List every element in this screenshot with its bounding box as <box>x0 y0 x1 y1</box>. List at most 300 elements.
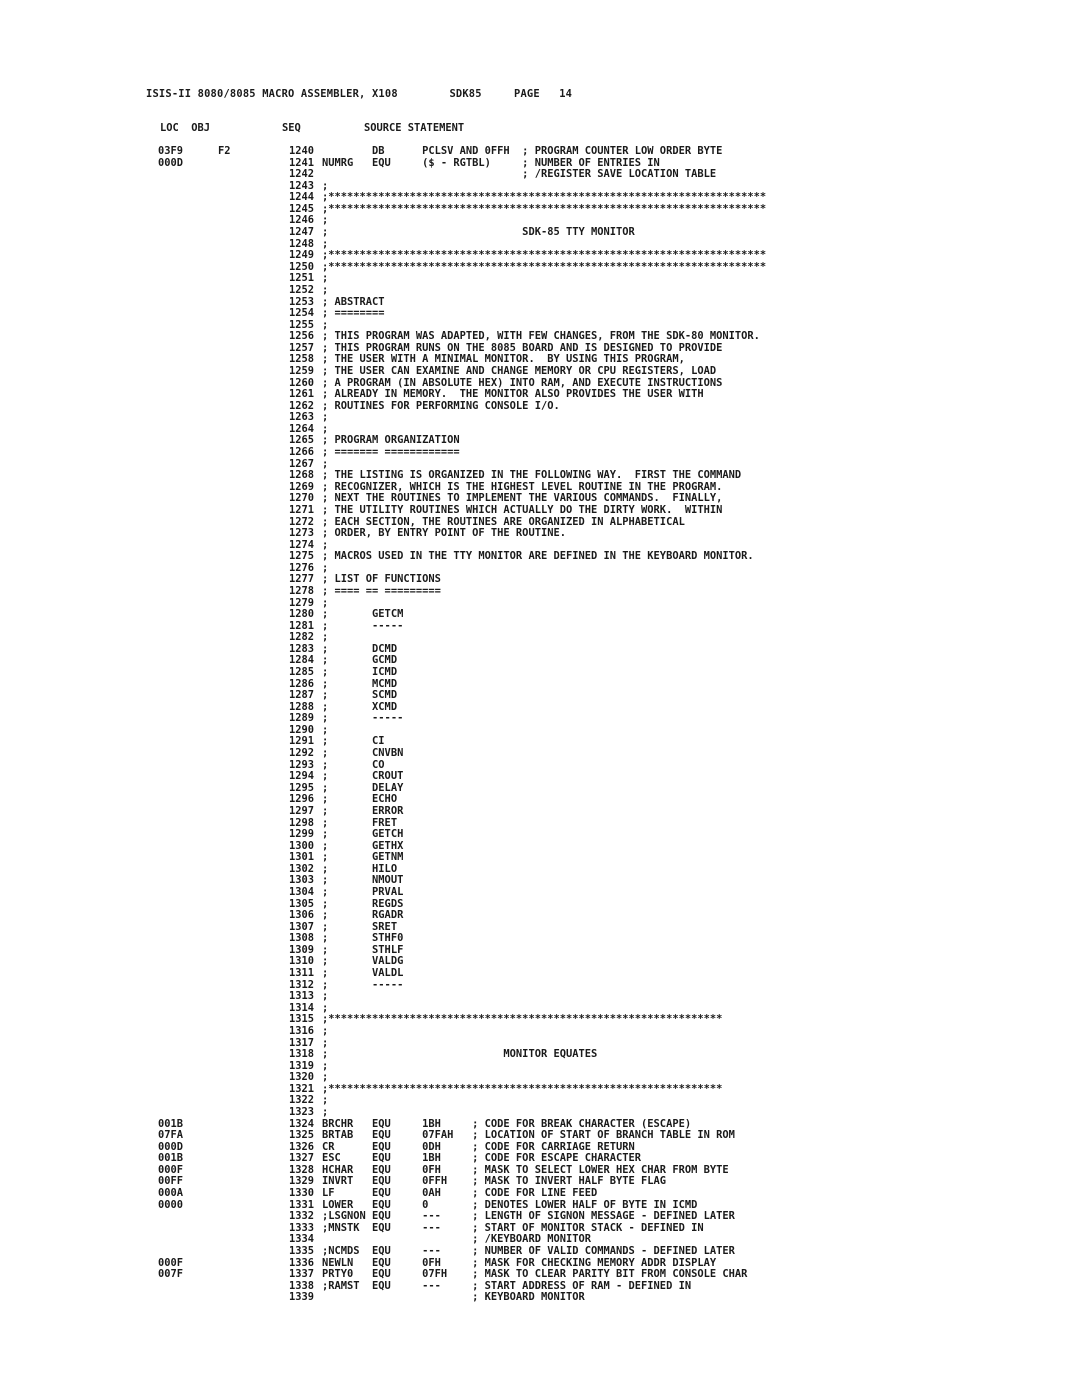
seq-number: 1257 <box>288 342 314 354</box>
obj-cell <box>218 1258 282 1270</box>
listing-line <box>158 447 848 459</box>
listing-line <box>158 378 848 390</box>
obj-cell <box>218 1095 282 1107</box>
source-statement: ; RECOGNIZER, WHICH IS THE HIGHEST LEVEL ROUTINE IN THE PROGRAM. <box>322 481 723 493</box>
listing-line <box>158 435 848 447</box>
source-statement: ; MACROS USED IN THE TTY MONITOR ARE DEFINED IN THE KEYBOARD MONITOR. <box>322 551 754 563</box>
obj-cell <box>218 1176 282 1188</box>
listing-line <box>158 736 848 748</box>
loc-cell: 001B <box>158 1118 184 1130</box>
loc-cell <box>158 285 218 297</box>
source-statement: ; <box>322 284 329 296</box>
loc-cell <box>158 250 218 262</box>
obj-cell <box>218 679 282 691</box>
source-statement: ;NCMDS EQU --- ; NUMBER OF VALID COMMANDS - DEFINED LATER <box>322 1245 735 1257</box>
seq-number: 1248 <box>288 238 314 250</box>
listing-line <box>158 574 848 586</box>
source-statement: ; <box>322 1037 329 1049</box>
seq-number: 1303 <box>288 875 314 887</box>
listing-line <box>158 1119 848 1131</box>
obj-cell <box>218 435 282 447</box>
obj-cell <box>218 320 282 332</box>
loc-cell <box>158 574 218 586</box>
obj-cell <box>218 980 282 992</box>
source-statement: ; <box>322 539 329 551</box>
source-statement: ; PRVAL <box>322 887 404 898</box>
listing-line <box>158 829 848 841</box>
listing-line <box>158 320 848 332</box>
obj-cell <box>218 262 282 274</box>
source-statement: ; GETCH <box>322 829 404 841</box>
loc-cell <box>158 470 218 482</box>
obj-cell <box>218 239 282 251</box>
obj-cell <box>218 505 282 517</box>
obj-cell <box>218 655 282 667</box>
listing-line <box>158 401 848 413</box>
seq-number: 1328 <box>288 1164 314 1176</box>
obj-cell <box>218 250 282 262</box>
loc-cell <box>158 968 218 980</box>
source-statement: ; <box>322 562 329 574</box>
source-statement: ; PROGRAM ORGANIZATION <box>322 435 460 447</box>
loc-cell <box>158 320 218 332</box>
loc-cell <box>158 956 218 968</box>
source-statement: ; ----- <box>322 979 404 991</box>
loc-cell <box>158 505 218 517</box>
seq-number: 1306 <box>288 910 314 922</box>
seq-number: 1310 <box>288 956 314 968</box>
listing-line <box>158 493 848 505</box>
listing-line <box>158 146 848 158</box>
loc-cell: 00FF <box>158 1176 184 1188</box>
seq-number: 1312 <box>288 979 314 991</box>
obj-cell <box>218 690 282 702</box>
loc-cell: 07FA <box>158 1130 184 1142</box>
source-statement: ; /KEYBOARD MONITOR <box>322 1234 591 1246</box>
listing-line <box>158 354 848 366</box>
assembler-title: ISIS-II 8080/8085 MACRO ASSEMBLER, X108 <box>146 88 398 100</box>
obj-cell <box>218 945 282 957</box>
listing-line <box>158 818 848 830</box>
source-statement: ; STHF0 <box>322 933 404 945</box>
obj-cell <box>218 1281 282 1293</box>
obj-cell <box>218 818 282 830</box>
seq-number: 1250 <box>288 261 314 273</box>
loc-cell: 03F9 <box>158 146 184 157</box>
obj-cell <box>218 227 282 239</box>
seq-number: 1327 <box>288 1153 314 1165</box>
loc-cell <box>158 736 218 748</box>
loc-cell <box>158 366 218 378</box>
source-statement: ; ICMD <box>322 667 398 679</box>
seq-number: 1258 <box>288 354 314 366</box>
source-statement: ; <box>322 458 329 470</box>
listing-line <box>158 331 848 343</box>
loc-cell <box>158 169 218 181</box>
obj-cell <box>218 459 282 471</box>
obj-cell <box>218 725 282 737</box>
source-statement: ; THE LISTING IS ORGANIZED IN THE FOLLOWING WAY. FIRST THE COMMAND <box>322 470 742 482</box>
listing-line <box>158 517 848 529</box>
obj-cell <box>218 192 282 204</box>
obj-cell <box>218 598 282 610</box>
loc-cell <box>158 424 218 436</box>
loc-cell: 0000 <box>158 1199 184 1211</box>
loc-cell <box>158 401 218 413</box>
loc-cell <box>158 1292 218 1304</box>
source-statement: ; ABSTRACT <box>322 296 385 308</box>
seq-number: 1330 <box>288 1188 314 1200</box>
seq-number: 1246 <box>288 215 314 227</box>
listing-line <box>158 528 848 540</box>
loc-cell: 001B <box>158 1153 184 1165</box>
source-statement: ; SCMD <box>322 690 398 702</box>
seq-number: 1308 <box>288 933 314 945</box>
listing-line <box>158 945 848 957</box>
source-statement: ;********************************************************************** <box>322 203 767 215</box>
loc-cell <box>158 922 218 934</box>
seq-number: 1259 <box>288 365 314 377</box>
obj-cell <box>218 887 282 899</box>
seq-number: 1267 <box>288 458 314 470</box>
listing-line <box>158 1234 848 1246</box>
seq-number: 1242 <box>288 169 314 181</box>
loc-cell <box>158 482 218 494</box>
listing-line <box>158 1269 848 1281</box>
obj-cell <box>218 621 282 633</box>
obj-cell <box>218 493 282 505</box>
loc-cell <box>158 783 218 795</box>
obj-cell <box>218 308 282 320</box>
seq-number: 1247 <box>288 227 314 239</box>
obj-cell <box>218 841 282 853</box>
source-statement: ;MNSTK EQU --- ; START OF MONITOR STACK - DEFINED IN <box>322 1222 704 1234</box>
loc-cell <box>158 262 218 274</box>
listing-line <box>158 1246 848 1258</box>
obj-cell <box>218 412 282 424</box>
seq-number: 1266 <box>288 447 314 459</box>
seq-number: 1282 <box>288 632 314 644</box>
source-statement: ; GETCM <box>322 609 404 621</box>
seq-number: 1255 <box>288 319 314 331</box>
obj-cell <box>218 1234 282 1246</box>
loc-cell <box>158 435 218 447</box>
loc-cell <box>158 459 218 471</box>
source-statement: ; A PROGRAM (IN ABSOLUTE HEX) INTO RAM, AND EXECUTE INSTRUCTIONS <box>322 377 723 389</box>
obj-cell <box>218 482 282 494</box>
seq-number: 1334 <box>288 1234 314 1246</box>
loc-cell <box>158 1061 218 1073</box>
listing-line <box>158 794 848 806</box>
seq-number: 1285 <box>288 667 314 679</box>
obj-cell <box>218 771 282 783</box>
obj-cell <box>218 1153 282 1165</box>
loc-cell <box>158 517 218 529</box>
seq-number: 1299 <box>288 829 314 841</box>
source-statement: ; CROUT <box>322 771 404 783</box>
seq-number: 1249 <box>288 250 314 262</box>
seq-number: 1286 <box>288 678 314 690</box>
listing-line <box>158 910 848 922</box>
listing-line <box>158 875 848 887</box>
source-statement: NEWLN EQU 0FH ; MASK FOR CHECKING MEMORY ADDR DISPLAY <box>322 1257 717 1269</box>
obj-cell <box>218 864 282 876</box>
source-statement: ; ==== == ========= <box>322 585 441 597</box>
seq-number: 1323 <box>288 1106 314 1118</box>
source-statement: CR EQU 0DH ; CODE FOR CARRIAGE RETURN <box>322 1141 635 1153</box>
loc-cell <box>158 621 218 633</box>
seq-number: 1305 <box>288 898 314 910</box>
obj-cell <box>218 273 282 285</box>
loc-cell <box>158 354 218 366</box>
listing-line <box>158 1153 848 1165</box>
obj-cell <box>218 297 282 309</box>
seq-number: 1284 <box>288 655 314 667</box>
obj-cell <box>218 1130 282 1142</box>
source-statement: ; SRET <box>322 921 398 933</box>
loc-cell <box>158 667 218 679</box>
source-statement: ; NMOUT <box>322 875 404 887</box>
listing-line <box>158 1095 848 1107</box>
obj-cell <box>218 609 282 621</box>
loc-cell <box>158 1281 218 1293</box>
listing-line <box>158 1026 848 1038</box>
loc-cell <box>158 528 218 540</box>
loc-cell <box>158 1234 218 1246</box>
source-statement: ; LIST OF FUNCTIONS <box>322 574 441 586</box>
seq-number: 1283 <box>288 643 314 655</box>
source-statement: ; DCMD <box>322 643 398 655</box>
source-statement: ; ORDER, BY ENTRY POINT OF THE ROUTINE. <box>322 528 566 540</box>
listing-line <box>158 343 848 355</box>
source-statement: ; EACH SECTION, THE ROUTINES ARE ORGANIZED IN ALPHABETICAL <box>322 516 685 528</box>
listing-line <box>158 1003 848 1015</box>
seq-number: 1287 <box>288 690 314 702</box>
listing-line <box>158 667 848 679</box>
obj-cell <box>218 991 282 1003</box>
listing-line <box>158 725 848 737</box>
listing-line <box>158 1176 848 1188</box>
source-statement: ; ======== <box>322 308 385 320</box>
loc-cell <box>158 991 218 1003</box>
obj-cell <box>218 1269 282 1281</box>
loc-cell <box>158 1003 218 1015</box>
seq-number: 1309 <box>288 944 314 956</box>
loc-cell <box>158 239 218 251</box>
loc-cell <box>158 331 218 343</box>
seq-number: 1264 <box>288 423 314 435</box>
listing-line <box>158 273 848 285</box>
seq-number: 1260 <box>288 377 314 389</box>
seq-number: 1281 <box>288 620 314 632</box>
obj-cell <box>218 968 282 980</box>
seq-number: 1277 <box>288 574 314 586</box>
source-statement: ; <box>322 1025 329 1037</box>
listing-line <box>158 1223 848 1235</box>
source-statement: ; <box>322 423 329 435</box>
source-statement: LOWER EQU 0 ; DENOTES LOWER HALF OF BYTE IN ICMD <box>322 1199 698 1211</box>
seq-number: 1316 <box>288 1025 314 1037</box>
source-statement: ; <box>322 215 329 227</box>
loc-cell <box>158 702 218 714</box>
listing-line <box>158 169 848 181</box>
loc-cell: 007F <box>158 1269 184 1281</box>
listing-line <box>158 1165 848 1177</box>
listing-line <box>158 609 848 621</box>
seq-number: 1245 <box>288 203 314 215</box>
obj-cell <box>218 447 282 459</box>
obj-cell <box>218 910 282 922</box>
loc-cell <box>158 829 218 841</box>
seq-number: 1315 <box>288 1014 314 1026</box>
listing-line <box>158 540 848 552</box>
obj-cell <box>218 1038 282 1050</box>
loc-cell <box>158 887 218 899</box>
source-statement: ; CI <box>322 736 385 748</box>
listing-line <box>158 864 848 876</box>
listing-line <box>158 968 848 980</box>
loc-cell <box>158 227 218 239</box>
listing-line <box>158 655 848 667</box>
loc-cell <box>158 1026 218 1038</box>
loc-cell: 000F <box>158 1164 184 1176</box>
listing-line <box>158 887 848 899</box>
seq-number: 1331 <box>288 1199 314 1211</box>
obj-cell <box>218 181 282 193</box>
source-statement: ; DELAY <box>322 782 404 794</box>
seq-number: 1339 <box>288 1292 314 1304</box>
listing-line <box>158 679 848 691</box>
obj-cell <box>218 1246 282 1258</box>
source-statement: DB PCLSV AND 0FFH ; PROGRAM COUNTER LOW ORDER BYTE <box>322 146 723 157</box>
seq-number: 1297 <box>288 805 314 817</box>
seq-number: 1324 <box>288 1118 314 1130</box>
obj-cell <box>218 331 282 343</box>
listing-line <box>158 760 848 772</box>
source-statement: ; <box>322 238 329 250</box>
listing-line <box>158 621 848 633</box>
seq-number: 1329 <box>288 1176 314 1188</box>
obj-cell <box>218 922 282 934</box>
listing-line <box>158 227 848 239</box>
obj-cell <box>218 169 282 181</box>
obj-cell <box>218 158 282 170</box>
source-statement: ; NEXT THE ROUTINES TO IMPLEMENT THE VARIOUS COMMANDS. FINALLY, <box>322 493 723 505</box>
obj-cell <box>218 1061 282 1073</box>
obj-cell <box>218 517 282 529</box>
seq-number: 1301 <box>288 852 314 864</box>
source-statement: ; <box>322 273 329 285</box>
source-statement: LF EQU 0AH ; CODE FOR LINE FEED <box>322 1188 598 1200</box>
seq-number: 1304 <box>288 887 314 898</box>
listing-line <box>158 204 848 216</box>
listing-line <box>158 1292 848 1304</box>
seq-number: 1337 <box>288 1269 314 1281</box>
listing-line <box>158 1258 848 1270</box>
listing-line <box>158 1084 848 1096</box>
source-statement: ; ROUTINES FOR PERFORMING CONSOLE I/O. <box>322 400 560 412</box>
obj-cell <box>218 354 282 366</box>
source-statement: ;********************************************************************** <box>322 261 767 273</box>
obj-cell <box>218 852 282 864</box>
source-statement: ESC EQU 1BH ; CODE FOR ESCAPE CHARACTER <box>322 1153 642 1165</box>
loc-cell <box>158 1211 218 1223</box>
listing-line <box>158 1107 848 1119</box>
source-statement: ; SDK-85 TTY MONITOR <box>322 227 635 239</box>
obj-cell <box>218 424 282 436</box>
listing-line <box>158 459 848 471</box>
loc-cell: 000D <box>158 1141 184 1153</box>
listing-line <box>158 192 848 204</box>
seq-number: 1320 <box>288 1072 314 1084</box>
seq-number: 1319 <box>288 1060 314 1072</box>
seq-number: 1268 <box>288 470 314 482</box>
seq-number: 1326 <box>288 1141 314 1153</box>
listing-line <box>158 586 848 598</box>
loc-cell <box>158 690 218 702</box>
listing-line <box>158 806 848 818</box>
listing-line <box>158 956 848 968</box>
obj-cell <box>218 899 282 911</box>
seq-number: 1252 <box>288 284 314 296</box>
listing-line <box>158 297 848 309</box>
loc-cell <box>158 945 218 957</box>
source-statement: ; HILO <box>322 863 398 875</box>
seq-number: 1269 <box>288 481 314 493</box>
page-number: 14 <box>559 88 573 100</box>
obj-cell <box>218 794 282 806</box>
loc-cell <box>158 297 218 309</box>
obj-cell <box>218 401 282 413</box>
loc-cell <box>158 771 218 783</box>
loc-cell <box>158 852 218 864</box>
source-statement: ;********************************************************************** <box>322 250 767 262</box>
source-statement: ; ----- <box>322 620 404 632</box>
listing-line <box>158 899 848 911</box>
source-statement: ; THIS PROGRAM WAS ADAPTED, WITH FEW CHANGES, FROM THE SDK-80 MONITOR. <box>322 331 760 343</box>
listing-line <box>158 702 848 714</box>
listing-line <box>158 980 848 992</box>
obj-cell <box>218 378 282 390</box>
source-statement: ; THIS PROGRAM RUNS ON THE 8085 BOARD AND IS DESIGNED TO PROVIDE <box>322 342 723 354</box>
seq-number: 1253 <box>288 296 314 308</box>
seq-number: 1274 <box>288 539 314 551</box>
source-statement: BRCHR EQU 1BH ; CODE FOR BREAK CHARACTER (ESCAPE) <box>322 1118 692 1130</box>
obj-cell <box>218 829 282 841</box>
obj-cell <box>218 1107 282 1119</box>
obj-cell <box>218 783 282 795</box>
listing-line <box>158 690 848 702</box>
seq-number: 1314 <box>288 1002 314 1014</box>
obj-cell <box>218 343 282 355</box>
loc-cell <box>158 899 218 911</box>
obj-cell <box>218 1026 282 1038</box>
loc-cell <box>158 308 218 320</box>
loc-cell: 000D <box>158 157 184 169</box>
loc-cell <box>158 412 218 424</box>
seq-number: 1240 <box>288 146 314 157</box>
seq-number: 1307 <box>288 921 314 933</box>
source-statement: ; <box>322 319 329 331</box>
seq-number: 1276 <box>288 562 314 574</box>
loc-cell: 000A <box>158 1188 184 1200</box>
loc-cell <box>158 192 218 204</box>
source-statement: ; GCMD <box>322 655 398 667</box>
source-statement: ;LSGNON EQU --- ; LENGTH OF SIGNON MESSAGE - DEFINED LATER <box>322 1211 735 1223</box>
loc-cell <box>158 540 218 552</box>
seq-number: 1289 <box>288 713 314 725</box>
source-statement: ; REGDS <box>322 898 404 910</box>
